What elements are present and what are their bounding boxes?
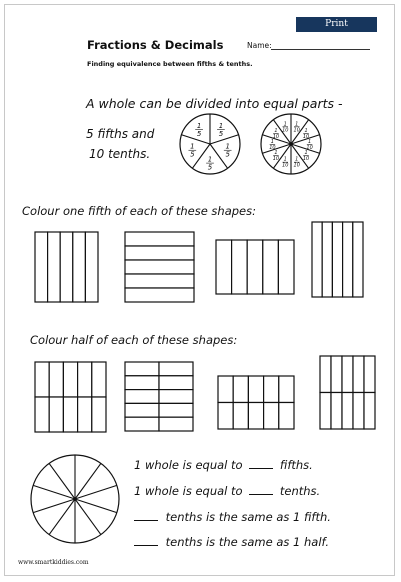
fifths-shape-3-part[interactable] xyxy=(232,240,248,294)
tenths-shape-3-part[interactable] xyxy=(248,376,263,403)
fifths-shape-3-part[interactable] xyxy=(263,240,279,294)
footer-url: www.smartkiddies.com xyxy=(18,559,89,566)
worksheet-title: Fractions & Decimals xyxy=(87,38,224,52)
tenths-shape-4-part[interactable] xyxy=(331,356,342,393)
tenths-shape-1-part[interactable] xyxy=(49,397,63,432)
tenths-shape-2-part[interactable] xyxy=(159,417,193,431)
fifths-shape-3-part[interactable] xyxy=(216,240,232,294)
tenths-shape-1-part[interactable] xyxy=(35,397,49,432)
fifths-shape-2-part[interactable] xyxy=(125,246,194,260)
tenths-shape-2-part[interactable] xyxy=(159,390,193,404)
tenths-circle-label-den: 10 xyxy=(282,162,289,169)
tenths-circle-label-num: 1 xyxy=(304,128,308,135)
tenths-shape-1 xyxy=(35,362,106,432)
name-label: Name: xyxy=(247,41,272,50)
tenths-circle-label-num: 1 xyxy=(308,139,312,145)
fifths-circle-label-den: 5 xyxy=(196,129,202,138)
tenths-shape-3-part[interactable] xyxy=(264,376,279,403)
intro-line-3: 10 tenths. xyxy=(89,147,151,161)
tenths-shape-3-part[interactable] xyxy=(248,403,263,430)
tenths-circle-label-den: 10 xyxy=(272,155,280,162)
tenths-shape-2-part[interactable] xyxy=(159,362,193,376)
fifths-shape-3 xyxy=(216,240,294,294)
tenths-circle xyxy=(261,114,321,174)
fifths-shape-3-part[interactable] xyxy=(247,240,263,294)
tenths-circle-label-den: 10 xyxy=(302,155,310,162)
tenths-shape-4-part[interactable] xyxy=(331,393,342,430)
fifths-circle-label-den: 5 xyxy=(190,150,195,159)
fifths-shape-4-part[interactable] xyxy=(353,222,363,297)
tenths-circle-label-den: 10 xyxy=(293,127,300,134)
tenths-shape-2 xyxy=(125,362,193,431)
tenths-circle-label-num: 1 xyxy=(274,128,278,135)
tenths-shape-3-part[interactable] xyxy=(233,376,248,403)
fifths-shape-4-part[interactable] xyxy=(332,222,342,297)
tenths-circle-label-num: 1 xyxy=(283,156,287,163)
section1-instruction: Colour one fifth of each of these shapes: xyxy=(22,204,256,218)
tenths-circle-label-num: 1 xyxy=(270,139,274,145)
fifths-circle-label-den: 5 xyxy=(207,163,213,172)
fifths-circle-label-den: 5 xyxy=(225,150,230,159)
fifths-shape-4-part[interactable] xyxy=(312,222,322,297)
tenths-shape-1-part[interactable] xyxy=(78,397,92,432)
tenths-shape-1-part[interactable] xyxy=(92,362,106,397)
fifths-circle-label-num: 1 xyxy=(196,121,202,130)
tenths-shape-2-part[interactable] xyxy=(125,417,159,431)
tenths-shape-4-part[interactable] xyxy=(353,356,364,393)
tenths-circle-label-den: 10 xyxy=(269,145,276,151)
fifths-shape-1-part[interactable] xyxy=(73,232,86,302)
tenths-shape-1-part[interactable] xyxy=(92,397,106,432)
tenths-shape-1-part[interactable] xyxy=(78,362,92,397)
print-button[interactable]: Print xyxy=(296,17,377,32)
tenths-shape-4-part[interactable] xyxy=(353,393,364,430)
tenths-circle-label-num: 1 xyxy=(304,149,308,156)
tenths-circle-label-den: 10 xyxy=(282,127,289,134)
tenths-shape-3-part[interactable] xyxy=(233,403,248,430)
tenths-shape-2-part[interactable] xyxy=(125,403,159,417)
tenths-shape-2-part[interactable] xyxy=(125,390,159,404)
tenths-shape-4-part[interactable] xyxy=(342,393,353,430)
tenths-shape-3-part[interactable] xyxy=(218,403,233,430)
question-3-text: tenths is the same as 1 fifth. xyxy=(165,510,331,524)
tenths-shape-2-part[interactable] xyxy=(125,376,159,390)
tenths-shape-4-part[interactable] xyxy=(320,393,331,430)
tenths-shape-4 xyxy=(320,356,375,429)
fifths-shape-3-part[interactable] xyxy=(278,240,294,294)
fifths-shape-2-part[interactable] xyxy=(125,260,194,274)
tenths-pie-question xyxy=(31,455,119,543)
fifths-circle-label-num: 1 xyxy=(207,155,213,164)
tenths-shape-2-part[interactable] xyxy=(159,376,193,390)
tenths-shape-4-part[interactable] xyxy=(364,356,375,393)
tenths-circle-label-den: 10 xyxy=(306,145,313,151)
question-1-text: 1 whole is equal to xyxy=(134,458,243,472)
tenths-circle-label-den: 10 xyxy=(302,134,310,141)
section2-instruction: Colour half of each of these shapes: xyxy=(30,333,238,347)
fifths-circle xyxy=(180,114,240,174)
tenths-circle-label-num: 1 xyxy=(295,121,299,128)
fifths-circle-label-num: 1 xyxy=(225,142,230,151)
fifths-shape-1-part[interactable] xyxy=(35,232,48,302)
question-1-unit: fifths. xyxy=(279,458,313,472)
intro-line-2: 5 fifths and xyxy=(86,127,155,141)
intro-line-1: A whole can be divided into equal parts - xyxy=(86,96,343,111)
fifths-shape-2-part[interactable] xyxy=(125,232,194,246)
fifths-shape-1-part[interactable] xyxy=(48,232,61,302)
tenths-circle-label-den: 10 xyxy=(272,134,280,141)
question-4-text: tenths is the same as 1 half. xyxy=(165,535,330,549)
fifths-circle-label-num: 1 xyxy=(190,142,195,151)
question-2-text: 1 whole is equal to xyxy=(134,484,243,498)
tenths-shape-3-part[interactable] xyxy=(279,376,294,403)
tenths-shape-1-part[interactable] xyxy=(35,362,49,397)
tenths-circle-label-num: 1 xyxy=(274,149,278,156)
tenths-shape-2-part[interactable] xyxy=(159,403,193,417)
tenths-shape-3-part[interactable] xyxy=(264,403,279,430)
tenths-shape-3-part[interactable] xyxy=(218,376,233,403)
tenths-circle-label-num: 1 xyxy=(295,156,299,163)
question-2-unit: tenths. xyxy=(279,484,321,498)
fifths-shape-4-part[interactable] xyxy=(322,222,332,297)
worksheet-subtitle: Finding equivalence between fifths & tenths. xyxy=(87,60,253,68)
fifths-circle-label-num: 1 xyxy=(218,121,224,130)
fifths-shape-2-part[interactable] xyxy=(125,288,194,302)
fifths-shape-1 xyxy=(35,232,98,302)
fifths-shape-1-part[interactable] xyxy=(85,232,98,302)
tenths-shape-4-part[interactable] xyxy=(364,393,375,430)
fifths-circle-label-den: 5 xyxy=(218,129,224,138)
tenths-circle-label-num: 1 xyxy=(283,121,287,128)
tenths-shape-4-part[interactable] xyxy=(342,356,353,393)
tenths-shape-2-part[interactable] xyxy=(125,362,159,376)
fifths-shape-2 xyxy=(125,232,194,302)
tenths-shape-1-part[interactable] xyxy=(63,362,77,397)
tenths-shape-4-part[interactable] xyxy=(320,356,331,393)
fifths-shape-2-part[interactable] xyxy=(125,274,194,288)
tenths-shape-3-part[interactable] xyxy=(279,403,294,430)
fifths-shape-4-part[interactable] xyxy=(343,222,353,297)
tenths-shape-1-part[interactable] xyxy=(49,362,63,397)
tenths-circle-label-den: 10 xyxy=(293,162,300,169)
tenths-shape-3 xyxy=(218,376,294,429)
fifths-shape-4 xyxy=(312,222,363,297)
tenths-shape-1-part[interactable] xyxy=(63,397,77,432)
fifths-shape-1-part[interactable] xyxy=(60,232,73,302)
